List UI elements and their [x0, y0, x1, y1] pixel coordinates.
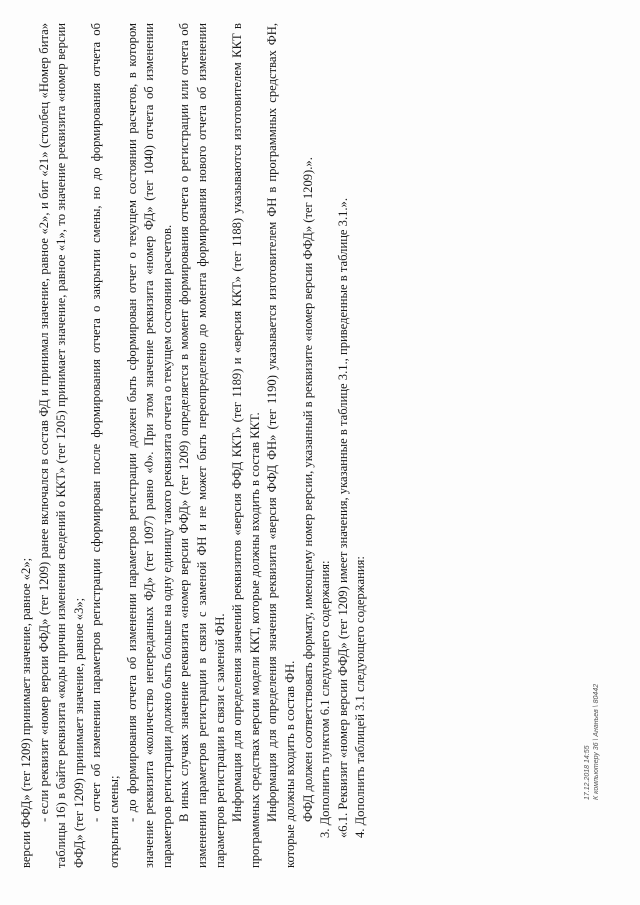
paragraph: ФФД должен соответствовать формату, имеющему номер версии, указанный в реквизите «номер версии ФФД» (тег 1209).».: [300, 157, 315, 822]
paragraph: «6.1. Реквизит «номер версии ФФД» (тег 1209) имеет значения, указанные в таблице 3.1., приведенные в таблице 3.1.».: [335, 197, 350, 838]
paragraph: - если реквизит «номер версии ФФД» (тег 1209) ранее включался в состав ФД и принимал значение, равное «2», и бит «21» (столбец «Номер бита» таблицы 16) в байте реквизита «коды причин изменения сведений о ККТ» (тег 1205) принимает значение, равное «1», то значение реквизита «номер версии ФФД» (тег 1209) принимает значение, равное «3»;: [36, 23, 86, 868]
paragraph: Информация для определения значения реквизита «версия ФФД ФН» (тег 1190) указывается изготовителем ФН в программных средствах ФН, которые должны входить в состав ФН.: [265, 23, 297, 868]
paragraph: - отчет об изменении параметров регистрации сформирован после формирования отчета о закрытии смены, но до формирования отчета об открытии смены;: [89, 23, 121, 868]
print-stamp: [583, 684, 601, 800]
stamp-line: К компьютеру 36 \ Ананьев \ 80442: [593, 683, 600, 800]
rotated-text-block: [18, 23, 498, 868]
paragraph: В иных случаях значение реквизита «номер версии ФФД» (тег 1209) определяется в момент формирования отчета о регистрации или отчета об изменении параметров регистрации в связи с заменой ФН и не может быть переопределено до момента формирования нового отчета об изменении параметров регистрации в связи с заменой ФН.: [177, 23, 227, 868]
paragraph: - до формирования отчета об изменении параметров регистрации должен быть сформирован отчет о текущем состоянии расчетов, в котором значение реквизита «количество непереданных ФД» (тег 1097) равно «0». При этом значение реквизита «номер ФД» (тег 1040) отчета об изменении параметров регистрации должно быть больше на одну единицу такого реквизита отчета о текущем состоянии расчетов.: [124, 23, 174, 868]
paragraph: версии ФФД» (тег 1209) принимает значение, равное «2»;: [19, 557, 33, 868]
stamp-line: 17.12.2018 14:55: [584, 745, 591, 800]
paragraph: Информация для определения значений реквизитов «версия ФФД ККТ» (тег 1189) и «версия ККТ» (тег 1188) указываются изготовителем ККТ в программных средствах версии модели ККТ, которые должны входить в состав ККТ.: [230, 23, 262, 868]
paragraph: 3. Дополнить пунктом 6.1 следующего содержания:: [318, 560, 333, 838]
paragraph: 4. Дополнить таблицей 3.1 следующего содержания:: [353, 556, 368, 838]
